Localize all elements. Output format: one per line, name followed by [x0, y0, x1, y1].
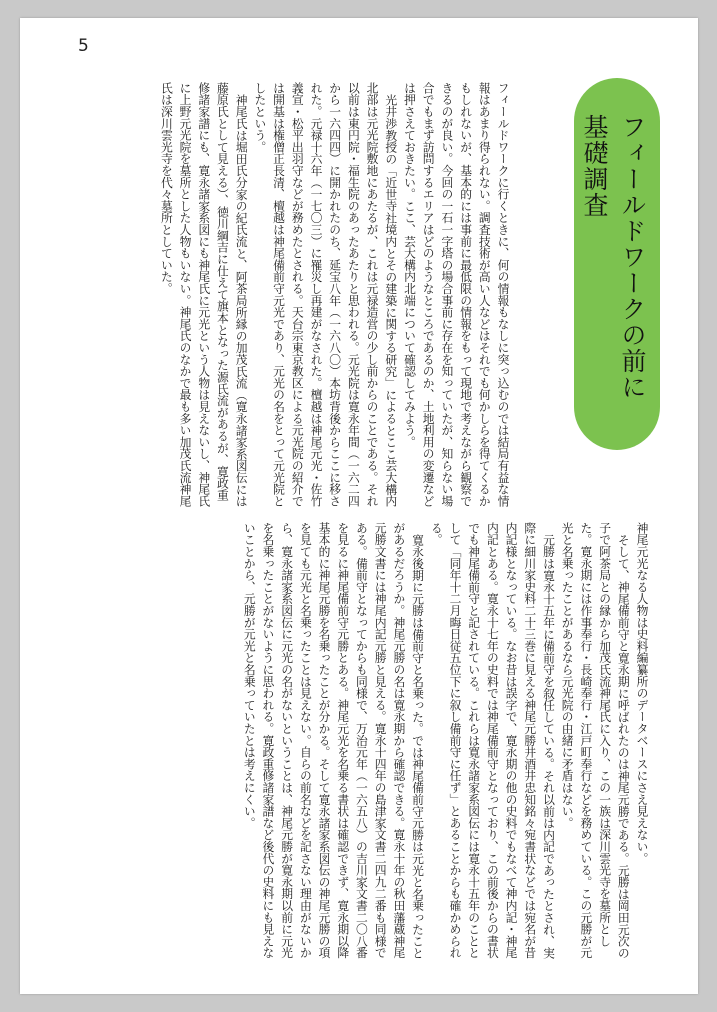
section-title-line1: フィールドワークの前に: [618, 114, 647, 400]
paragraph-kamio-clans: 神尾氏は堀田氏分家の紀氏流と、阿茶局所縁の加茂氏流（寛永諸家系図伝には藤原氏として見える）、徳川綱吉に仕えて旗本となった源氏流があるが、寛政重修諸家譜にも、寛永諸家系図にも神尾氏に元光という人物は見えないし、神尾氏に上野元光院を墓所とした人物もいない。神尾氏のなかで最も多い加茂氏流神尾氏は深川雲光寺を代々墓所としていた。: [159, 82, 249, 507]
upper-body-text: [78, 82, 512, 508]
paragraph-jonin: 元勝は寛永十五年に備前守を叙任している。それ以前は内記であったとされ、実際に細川家史料二十三巻に見える神尾元勝井酒井忠知銘々宛書状などでは宛名が昔内記様となっている。なお昔は誤字で、寛永期の他の史料でもなべて神内記・神尾内記とある。寛永十七年の史料では神尾備前守となっており、この前後からの書状でも神尾備前守と記されている。これらは寛永諸家系図伝には寛永十五年のこととして「同年十二月晦日従五位下に叙し備前守に任ず」とあることからも確かめられる。: [429, 522, 556, 959]
section-title-line2: 基礎調査: [580, 114, 609, 218]
paragraph-conclusion: 寛永後期に元勝は備前守と名乗った。では神尾備前守元勝は元光と名乗ったことがあるだろうか。神尾元勝の名は寛永期から確認できる。寛永十年の秋田藩蔵神尾元勝文書には神尾内記元勝と見える。寛永十四年の島津家文書二四九二番も同様である。備前守となってからも同様で、万治元年（一六五八）の吉川家文書二〇八番を見るに神尾備前守元勝とある。神尾元光を名乗る書状は確認できず、寛永期以降基本的に神尾元勝を名乗ったことが分かる。そして寛永諸家系図伝の神尾元勝の項を見ても元光と名乗ったことは見えない。自らの前名などを記さない理由がないから、寛永諸家系図伝に元光の名がないということは、神尾元勝が寛永期以前に元光を名乗ったことがないように思われる。寛政重修諸家譜など後代の史料にも見えないことから、元勝が元光と名乗っていたとは考えにくい。: [242, 522, 425, 959]
paragraph-motomitsu-note: 神尾元光なる人物は史料編纂所のデータベースにさえ見えない。: [635, 522, 649, 865]
paragraph-bizen-no-kami: そして、神尾備前守と寛永期に呼ばれたのは神尾元勝である。元勝は岡田元次の子で阿茶局との縁から加茂氏流神尾氏に入り、この一族は深川雲光寺を墓所とした。寛永期には作事奉行・長崎奉行・江戸町奉行などを務めている。この元勝が元光と名乗ったことがあるなら元光院の由緒に矛盾はない。: [560, 522, 631, 959]
page-number: 5: [78, 36, 89, 56]
lower-body-text: [78, 522, 651, 962]
page-sheet: [20, 18, 698, 994]
section-title-badge: [574, 78, 660, 450]
paragraph-mitsui-study: 光井渉教授の「近世寺社境内とその建築に関する研究」によるとここ芸大構内北部は元光院敷地にあたるが、これは元禄造営の少し前からのことである。それ以前は東円院・福生院のあったあたりと思われる。元光院は寛永年間（一六二四から一六四四）に開かれたのち、延宝八年（一六八〇）本坊背後からここに移された。元禄十六年（一七〇三）に罹災し再建がなされた。檀越は神尾元光・佐竹義宣・松平出羽守などが務めたとされる。天台宗東京教区による元光院の紹介では開基は権僧正長清、檀越は神尾備前守元光であり、元光の名をとって元光院としたという。: [252, 82, 398, 507]
paragraph-intro: フィールドワークに行くときに、何の情報もなしに突っ込むのでは結局有益な情報はあまり得られない。調査技術が高い人などはそれでも何かしらを得てくるかもしれないが、基本的には事前に最低限の情報をもって現地で考えながら観察できるのが良い。今回の一石一字塔の場合事前に存在を知っていたが、知らない場合でもまず訪問するエリアはどのようなところであるのか、土地利用の変遷などは押さえておきたい。ここ、芸大構内北端について確認してみよう。: [402, 82, 510, 507]
